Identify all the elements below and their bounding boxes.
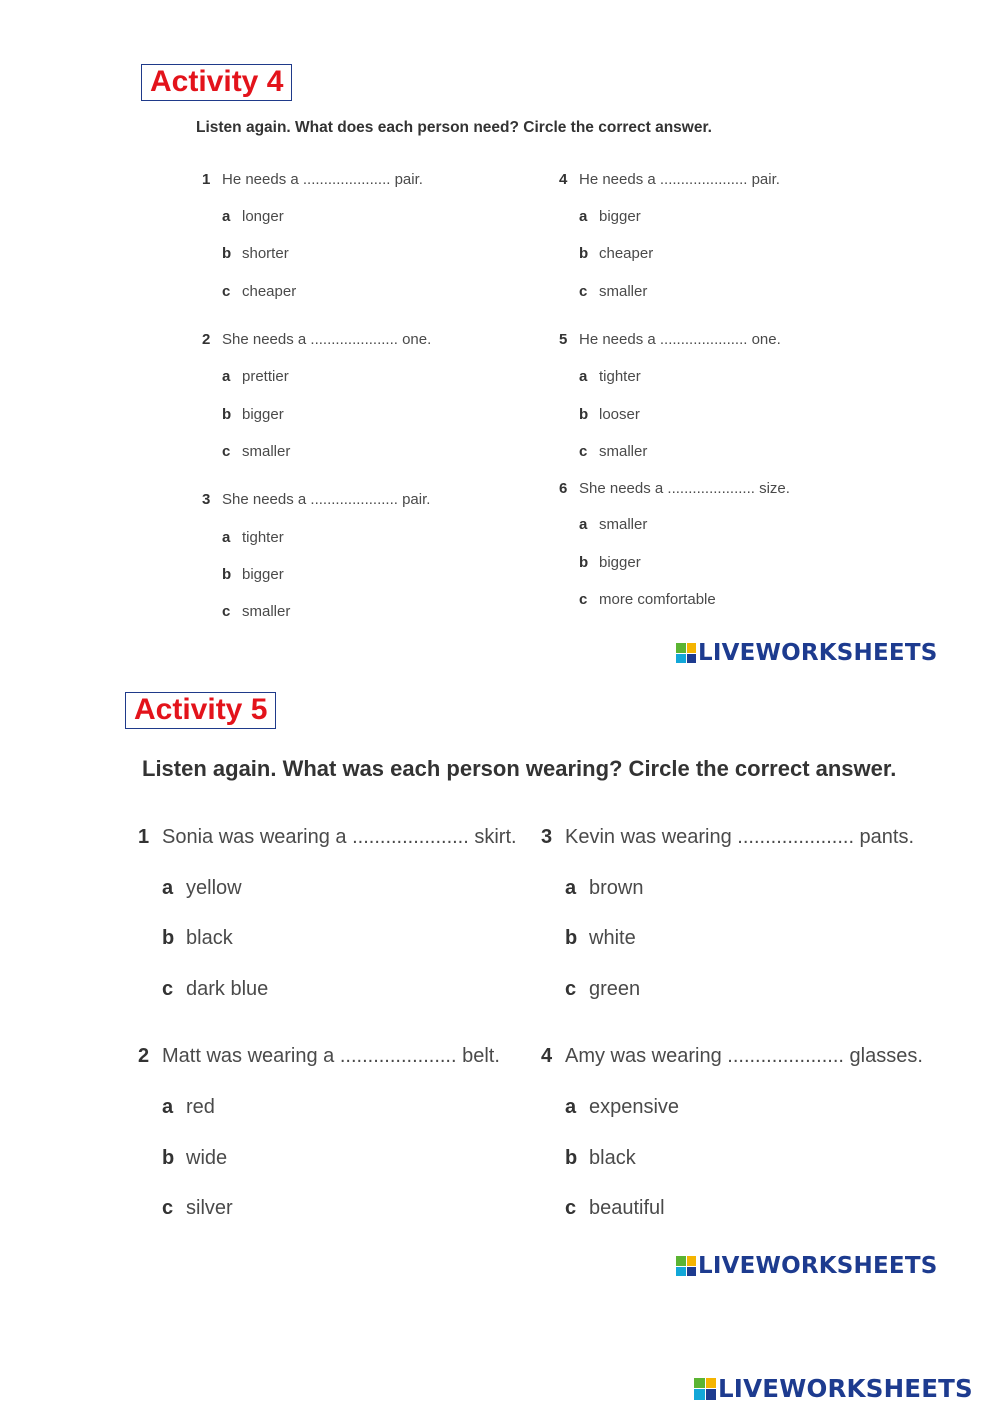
option-text: black <box>186 927 233 949</box>
answer-option[interactable] <box>222 406 284 423</box>
answer-option[interactable] <box>162 1096 215 1119</box>
answer-option[interactable] <box>565 1147 636 1170</box>
option-letter: c <box>162 978 174 1000</box>
liveworksheets-logo <box>676 640 937 666</box>
logo-text: LIVEWORKSHEETS <box>698 640 938 666</box>
answer-option[interactable] <box>222 208 284 225</box>
question-text: She needs a ..................... pair. <box>222 491 431 508</box>
answer-option[interactable] <box>222 443 290 460</box>
question-item <box>138 826 517 849</box>
answer-option[interactable] <box>579 443 647 460</box>
option-text: more comfortable <box>599 591 716 608</box>
answer-option[interactable] <box>565 927 636 950</box>
question-item <box>138 1045 500 1068</box>
option-letter: c <box>565 1197 577 1219</box>
answer-option[interactable] <box>222 566 284 583</box>
option-text: cheaper <box>242 283 297 300</box>
answer-option[interactable] <box>565 877 643 900</box>
question-number: 3 <box>202 491 211 508</box>
option-letter: c <box>579 283 588 300</box>
answer-option[interactable] <box>222 245 289 262</box>
logo-text: LIVEWORKSHEETS <box>718 1374 973 1403</box>
option-letter: b <box>222 406 232 423</box>
option-text: wide <box>186 1147 228 1169</box>
option-text: bigger <box>599 554 641 571</box>
question-number: 4 <box>559 171 568 188</box>
question-item <box>541 1045 923 1068</box>
question-text: He needs a ..................... pair. <box>222 171 423 188</box>
liveworksheets-logo <box>676 1253 937 1279</box>
option-letter: c <box>222 283 231 300</box>
option-text: dark blue <box>186 978 269 1000</box>
question-text: Kevin was wearing ..................... pants. <box>565 826 915 848</box>
question-text: She needs a ..................... size. <box>579 480 790 497</box>
question-number: 1 <box>138 826 150 848</box>
option-letter: b <box>579 554 589 571</box>
activity-4-title: Activity 4 <box>141 64 292 101</box>
question-item <box>202 331 431 348</box>
option-text: red <box>186 1096 215 1118</box>
question-number: 5 <box>559 331 568 348</box>
liveworksheets-logo-icon <box>694 1378 716 1400</box>
option-text: smaller <box>242 603 291 620</box>
activity-5-title: Activity 5 <box>125 692 276 729</box>
answer-option[interactable] <box>162 978 268 1001</box>
answer-option[interactable] <box>222 368 289 385</box>
answer-option[interactable] <box>579 368 641 385</box>
activity-5-instruction: Listen again. What was each person wearing? Circle the correct answer. <box>142 756 897 781</box>
question-text: Sonia was wearing a ..................... skirt. <box>162 826 517 848</box>
option-text: bigger <box>242 406 284 423</box>
liveworksheets-logo-icon <box>676 643 696 663</box>
question-text: Amy was wearing ..................... glasses. <box>565 1045 923 1067</box>
option-letter: c <box>579 591 588 608</box>
question-number: 1 <box>202 171 211 188</box>
answer-option[interactable] <box>565 1096 679 1119</box>
answer-option[interactable] <box>222 603 290 620</box>
option-letter: b <box>565 927 578 949</box>
answer-option[interactable] <box>579 591 716 608</box>
answer-option[interactable] <box>565 1197 665 1220</box>
option-letter: b <box>222 566 232 583</box>
logo-text: LIVEWORKSHEETS <box>698 1253 938 1279</box>
option-letter: c <box>565 978 577 1000</box>
question-number: 2 <box>202 331 211 348</box>
option-text: black <box>589 1147 636 1169</box>
option-letter: c <box>162 1197 174 1219</box>
option-letter: a <box>222 529 231 546</box>
answer-option[interactable] <box>579 283 647 300</box>
option-text: green <box>589 978 641 1000</box>
option-letter: c <box>222 603 231 620</box>
question-item <box>202 171 423 188</box>
answer-option[interactable] <box>162 1147 227 1170</box>
option-text: longer <box>242 208 284 225</box>
option-letter: a <box>162 1096 174 1118</box>
question-text: She needs a ..................... one. <box>222 331 432 348</box>
option-text: looser <box>599 406 640 423</box>
answer-option[interactable] <box>162 927 233 950</box>
question-item <box>202 491 430 508</box>
question-number: 2 <box>138 1045 150 1067</box>
option-letter: b <box>162 927 175 949</box>
option-letter: a <box>222 368 231 385</box>
question-number: 3 <box>541 826 553 848</box>
option-text: smaller <box>599 443 648 460</box>
question-item <box>559 331 781 348</box>
option-text: cheaper <box>599 245 654 262</box>
option-text: silver <box>186 1197 233 1219</box>
option-letter: c <box>579 443 588 460</box>
option-text: expensive <box>589 1096 680 1118</box>
option-text: beautiful <box>589 1197 665 1219</box>
option-text: brown <box>589 877 644 899</box>
answer-option[interactable] <box>579 245 653 262</box>
option-letter: a <box>579 368 588 385</box>
answer-option[interactable] <box>162 877 242 900</box>
option-letter: b <box>162 1147 175 1169</box>
answer-option[interactable] <box>579 208 641 225</box>
option-text: bigger <box>599 208 641 225</box>
question-number: 6 <box>559 480 568 497</box>
option-text: smaller <box>242 443 291 460</box>
option-letter: b <box>579 406 589 423</box>
answer-option[interactable] <box>579 516 647 533</box>
option-text: tighter <box>599 368 641 385</box>
question-text: He needs a ..................... one. <box>579 331 781 348</box>
question-text: Matt was wearing a ..................... belt. <box>162 1045 500 1067</box>
option-letter: c <box>222 443 231 460</box>
answer-option[interactable] <box>162 1197 233 1220</box>
question-text: He needs a ..................... pair. <box>579 171 780 188</box>
option-letter: a <box>222 208 231 225</box>
answer-option[interactable] <box>222 529 284 546</box>
option-text: prettier <box>242 368 289 385</box>
option-letter: a <box>565 877 577 899</box>
question-item <box>559 480 790 497</box>
answer-option[interactable] <box>579 406 640 423</box>
option-text: yellow <box>186 877 242 899</box>
option-letter: b <box>565 1147 578 1169</box>
option-letter: a <box>565 1096 577 1118</box>
option-letter: b <box>579 245 589 262</box>
option-letter: a <box>579 516 588 533</box>
option-text: tighter <box>242 529 284 546</box>
option-letter: a <box>579 208 588 225</box>
activity-4-instruction: Listen again. What does each person need? Circle the correct answer. <box>196 119 712 136</box>
option-text: shorter <box>242 245 289 262</box>
answer-option[interactable] <box>222 283 296 300</box>
answer-option[interactable] <box>579 554 641 571</box>
answer-option[interactable] <box>565 978 640 1001</box>
option-text: smaller <box>599 283 648 300</box>
option-text: smaller <box>599 516 648 533</box>
option-text: bigger <box>242 566 284 583</box>
liveworksheets-logo-icon <box>676 1256 696 1276</box>
option-text: white <box>589 927 636 949</box>
question-item <box>541 826 914 849</box>
question-item <box>559 171 780 188</box>
question-number: 4 <box>541 1045 553 1067</box>
option-letter: a <box>162 877 174 899</box>
liveworksheets-footer-logo[interactable] <box>694 1374 973 1403</box>
option-letter: b <box>222 245 232 262</box>
